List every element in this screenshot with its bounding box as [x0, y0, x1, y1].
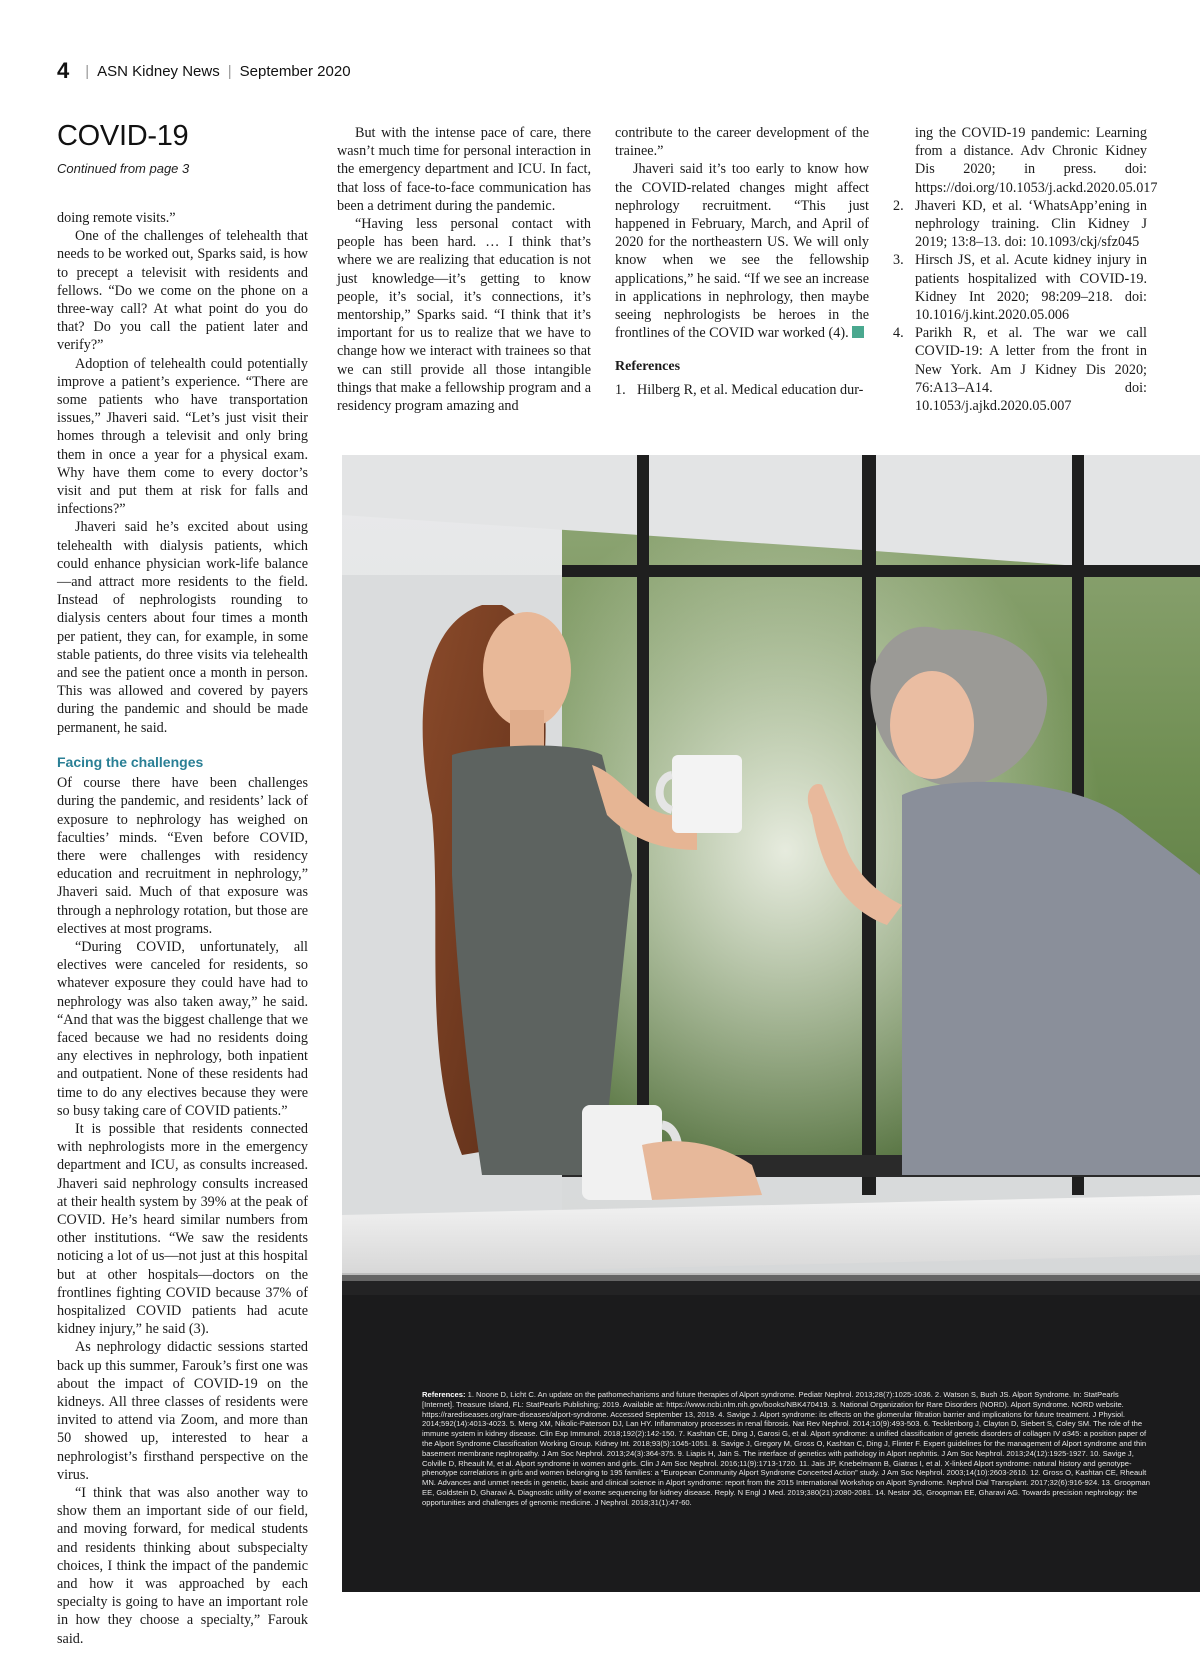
paragraph: “During COVID, unfortunately, all electives were canceled for residents, so whatever exposure they could have had to nephrology was also taken away,” he said. “And that was the biggest challenge that we faced because we had no residents doing any electives in nephrology, both inpatient and outpatient. None of these residents had time to do any electives because they were so busy taking care of COVID patients.”: [57, 938, 308, 1119]
paragraph: “I think that was also another way to show them an important side of our field, and moving forward, for medical students and residents thinking about subspecialty choices, I think the impact of the pandemic and how it was approached by each specialty is going to have an important role in how they choose a specialty,” Farouk said.: [57, 1485, 308, 1647]
caption-label: References:: [422, 1390, 466, 1399]
paragraph: doing remote visits.”: [57, 210, 176, 226]
references-list: [893, 124, 1158, 415]
paragraph: It is possible that residents connected with nephrologists more in the emergency department and ICU, as consults increased. Jhaveri said nephrology consults increased at their health system by 39% at the peak of COVID. He’s heard similar numbers from other institutions. “We saw the residents noticing a lot of us—not just at this hospital but at other hospitals—doctors on the frontlines fighting COVID because 37% of hospitalized COVID patients had acute kidney injury,” he said (3).: [57, 1120, 308, 1338]
header-separator: |: [227, 62, 232, 80]
paragraph: As nephrology didactic sessions started back up this summer, Farouk’s first one was about the impact of COVID-19 on the kidneys. All three classes of residents were invited to attend via Zoom, and more than 50 showed up, interested to hear a nephrologist’s firsthand perspective on the virus.: [57, 1339, 308, 1483]
paragraph: One of the challenges of telehealth that needs to be worked out, Sparks said, is how to precept a televisit with residents and fellows. “Do we come on the phone on a three-way call? At what point do you do that? Do you call the patient later and verify?”: [57, 228, 308, 354]
paragraph: “Having less personal contact with people has been hard. … I think that’s where we are realizing that education is not just knowledge—it’s getting to know people, it’s social, it’s connections, it’s mentorship,” Sparks said. “I think that it’s important for us to realize that we have to change how we interact with trainees so that we can still provide all those intangible things that make a fellowship program and a residency program amazing and: [337, 216, 591, 415]
photo-two-women-coffee: [342, 455, 1200, 1592]
article-column-1: [57, 209, 308, 1648]
article-column-3: [615, 124, 869, 399]
caption-text: 1. Noone D, Licht C. An update on the pathomechanisms and future therapies of Alport syndrome. Pediatr Nephrol. 2013;28(7):1025-1036. 2. Watson S, Bush JS. Alport Syndrome. In: StatPearls [Internet]. Treasure Island, FL: StatPearls Publishing; 2019. Available at: https://www.ncbi.nlm.nih.gov/books/NBK470419. 3. National Organization for Rare Disorders (NORD). Alport Syndrome. NORD website. https://rarediseases.org/rare-diseases/alport-syndrome. Accessed September 13, 2019. 4. Savige J. Alport syndrome: its effects on the glomerular filtration barrier and implications for future treatment. J Physiol. 2014;592(14):4013-4023. 5. Meng XM, Nikolic-Paterson DJ, Lan HY. Inflammatory processes in renal fibrosis. Nat Rev Nephrol. 2014;10(9):493-503. 6. Tecklenborg J, Clayton D, Siebert S, Coley SM. The role of the immune system in kidney disease. Clin Exp Immunol. 2018;192(2):142-150. 7. Kashtan CE, Ding J, Garosi G, et al. Alport syndrome: a unified classification of genetic disorders of collagen IV α345: a position paper of the Alport Syndrome Classification Working Group. Kidney Int. 2018;93(5):1045-1051. 8. Savige J, Gregory M, Gross O, Kashtan C, Ding J, Flinter F. Expert guidelines for the management of Alport syndrome and thin basement membrane nephropathy. J Am Soc Nephrol. 2013;24(3):364-375. 9. Liapis H, Jain S. The interface of genetics with pathology in Alport nephritis. J Am Soc Nephrol. 2013;24(12):1925-1927. 10. Savige J, Colville D, Rheault M, et al. Alport syndrome in women and girls. Clin J Am Soc Nephrol. 2016;11(9):1713-1720. 11. Jais JP, Knebelmann B, Giatras I, et al. X-linked Alport syndrome: natural history and genotype-phenotype correlations in girls and women belonging to 195 families: a “European Community Alport Syndrome Concerted Action” study. J Am Soc Nephrol. 2003;14(10):2603-2610. 12. Gross O, Kashtan CE, Rheault MN. Advances and unmet needs in genetic, basic and clinical science in Alport syndrome: report from the 2015 International Workshop on Alport Syndrome. Nephrol Dial Transplant. 2017;32(6):916-924. 13. Groopman EE, Goldstein D, Gharavi A. Diagnostic utility of exome sequencing for kidney disease. Reply. N Engl J Med. 2019;380(21):2080-2081. 14. Nestor JG, Groopman EE, Gharavi AG. Towards precision nephrology: the opportunities and challenges of genomic medicine. J Nephrol. 2018;31(1):47-60.: [422, 1390, 1151, 1507]
reference-item: 3. Hirsch JS, et al. Acute kidney injury in patients hospitalized with COVID-19. Kidney Int 2020; 98:209–218. doi: 10.1016/j.kint.2020.05.006: [893, 252, 1147, 324]
article-column-2: [337, 124, 591, 415]
article-column-4: [893, 124, 1158, 415]
references-heading: References: [615, 359, 681, 375]
paragraph: Jhaveri said he’s excited about using telehealth with dialysis patients, which could enhance physician work-life balance—and attract more residents to the field. Instead of nephrologists rounding to dialysis centers about four times a month per patient, they can, for example, in some stable patients, do three visits via telehealth and see the patient once a month in person. This was allowed and covered by payers during the pandemic and should be made permanent, he said.: [57, 519, 308, 736]
page-header: [57, 59, 351, 83]
end-of-article-mark: [852, 326, 864, 338]
paragraph: Of course there have been challenges during the pandemic, and residents’ lack of exposure to nephrology has weighed on faculties’ minds. “Even before COVID, there were challenges with residency education and recruitment in nephrology,” Jhaveri said. Much of that exposure was through a nephrology rotation, but those are electives at most programs.: [57, 775, 308, 937]
article-title: COVID-19: [57, 120, 189, 152]
reference-item: 1. Hilberg R, et al. Medical education dur-: [615, 381, 864, 398]
paragraph: Jhaveri said it’s too early to know how the COVID-related changes might affect nephrology recruitment. “This just happened in February, March, and April of 2020 for the northeastern US. We will only know when we see the fellowship applications,” he said. “If we see an increase in applications in nephrology, then maybe seeing nephrologists be heroes in the frontlines of the COVID war worked (4).: [615, 161, 869, 342]
reference-item: 2. Jhaveri KD, et al. ‘WhatsApp’ening in nephrology training. Clin Kidney J 2019; 13:8–13. doi: 10.1093/ckj/sfz045: [893, 197, 1147, 251]
paragraph: But with the intense pace of care, there wasn’t much time for personal interaction in the emergency department and ICU. In fact, that loss of face-to-face communication has been a detriment during the pandemic.: [337, 125, 591, 214]
reference-item: 4. Parikh R, et al. The war we call COVID-19: A letter from the front in New York. Am J Kidney Dis 2020; 76:A13–A14. doi: 10.1053/j.ajkd.2020.05.007: [893, 325, 1147, 415]
page-number: 4: [57, 58, 70, 83]
references-list: [615, 381, 869, 399]
publication-name: ASN Kidney News: [97, 62, 220, 80]
paragraph: contribute to the career development of the trainee.”: [615, 125, 869, 160]
reference-item: ing the COVID-19 pandemic: Learning from a distance. Adv Chronic Kidney Dis 2020; in press. doi: https://doi.org/10.1053/j.ackd.2020.05.017: [915, 125, 1158, 196]
issue-date: September 2020: [239, 62, 351, 80]
header-separator: |: [85, 62, 90, 80]
photo-references-caption: [422, 1390, 1150, 1508]
paragraph: Adoption of telehealth could potentially improve a patient’s experience. “There are some patients who have transportation issues,” Jhaveri said. “Let’s just visit their homes through a televisit and only bring them in once a year for a physical exam. Why have them come to every doctor’s visit and put them at risk for falls and infections?”: [57, 355, 308, 518]
section-subhead: Facing the challenges: [57, 753, 204, 770]
continued-note: Continued from page 3: [57, 161, 190, 176]
